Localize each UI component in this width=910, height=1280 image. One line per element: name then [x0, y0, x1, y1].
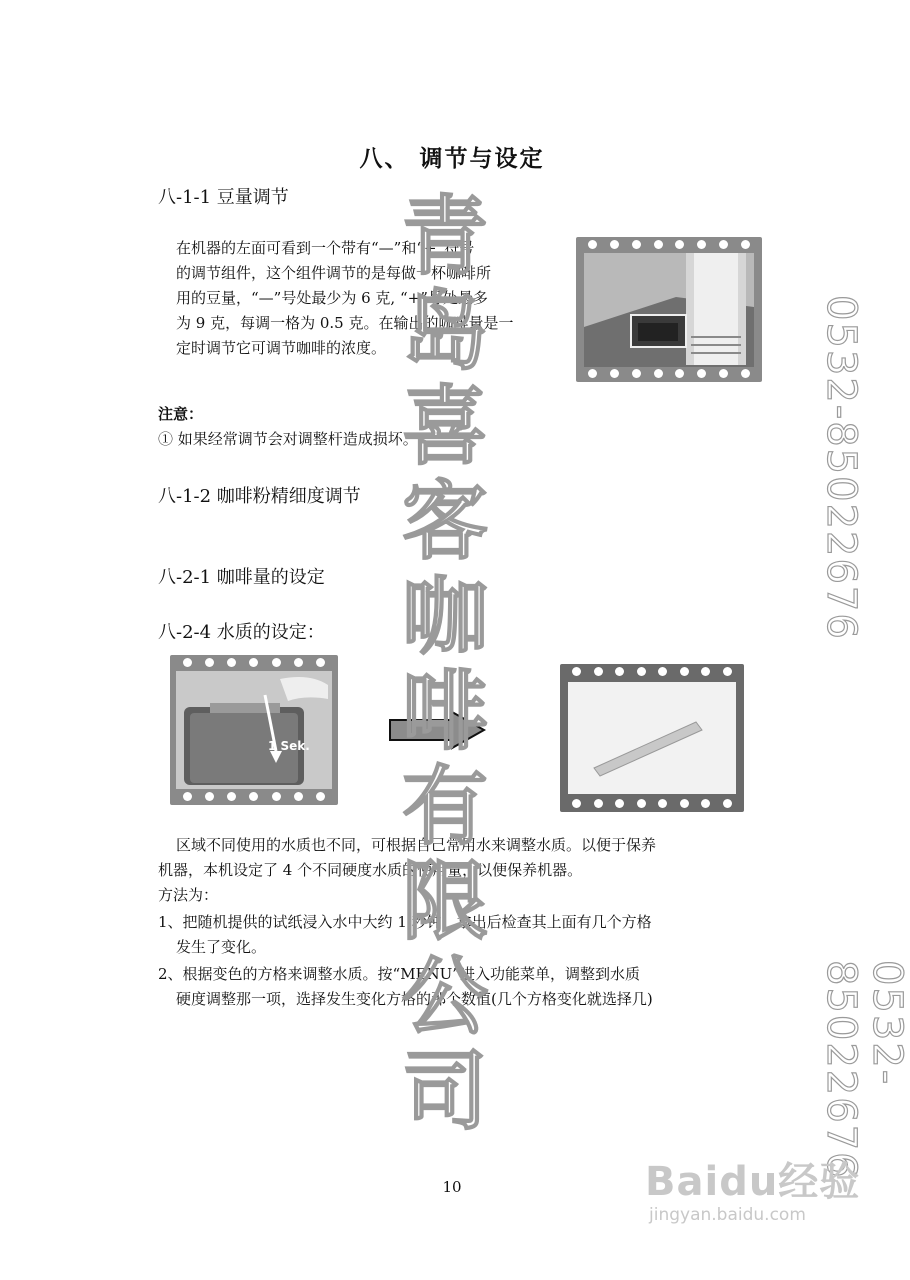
- section-heading-grind: 八-1-2 咖啡粉精细度调节: [158, 486, 361, 507]
- body-line: 定时调节它可调节咖啡的浓度。: [176, 339, 387, 357]
- phone-watermark-1: 0532-85022676: [818, 295, 864, 641]
- test-strip-photo: [560, 664, 744, 812]
- phone-watermark-2: 0532-85022676: [818, 960, 910, 1180]
- film-holes-bottom: [170, 792, 338, 802]
- section-heading-coffee-amount: 八-2-1 咖啡量的设定: [158, 567, 325, 588]
- body-line: 用的豆量，“—”号处最少为 6 克, “+”号处最多: [176, 289, 488, 307]
- step-line: 硬度调整那一项，选择发生变化方格的那个数值(几个方格变化就选择几): [176, 990, 653, 1008]
- watermark-text: 青岛喜客咖啡有限公司: [402, 187, 488, 1142]
- body-line: 在机器的左面可看到一个带有“—”和“+”符号: [176, 239, 475, 257]
- film-holes-bottom: [560, 799, 744, 809]
- body-line: 区域不同使用的水质也不同，可根据自己常用水来调整水质。以便于保养: [176, 836, 657, 854]
- section-heading-bean-amount: 八-1-1 豆量调节: [158, 187, 289, 208]
- step-line: 发生了变化。: [176, 938, 267, 956]
- note-label: 注意：: [158, 405, 204, 423]
- water-tank-photo: [170, 655, 338, 805]
- film-holes-bottom: [576, 369, 762, 379]
- method-label: 方法为：: [158, 886, 219, 904]
- company-watermark: [400, 187, 490, 1142]
- baidu-url: jingyan.baidu.com: [649, 1205, 806, 1225]
- note-item: ① 如果经常调节会对调整杆造成损坏。: [158, 430, 418, 448]
- section-heading-water: 八-2-4 水质的设定：: [158, 622, 325, 643]
- body-line: 的调节组件，这个组件调节的是每做一杯咖啡所: [176, 264, 492, 282]
- baidu-watermark: [645, 1150, 860, 1225]
- water-tank-illustration: [170, 655, 338, 805]
- photo-caption-1sek: 1 Sek.: [268, 739, 310, 753]
- body-line: 机器，本机设定了 4 个不同硬度水质的使用量，以便保养机器。: [158, 861, 583, 879]
- adjuster-illustration: [576, 237, 762, 382]
- step-line: 2、根据变色的方格来调整水质。按“MENU”进入功能菜单，调整到水质: [158, 965, 640, 983]
- baidu-logo: Baidu经验: [645, 1159, 861, 1205]
- test-strip-illustration: [560, 664, 744, 812]
- page-title: 八、 调节与设定: [359, 145, 545, 172]
- page-number: 10: [442, 1178, 462, 1196]
- step-line: 1、把随机提供的试纸浸入水中大约 1 秒钟，拿出后检查其上面有几个方格: [158, 913, 652, 931]
- body-line: 为 9 克，每调一格为 0.5 克。在输出的咖啡量是一: [176, 314, 514, 332]
- adjuster-photo: [576, 237, 762, 382]
- section-body-bean-amount: [176, 236, 576, 361]
